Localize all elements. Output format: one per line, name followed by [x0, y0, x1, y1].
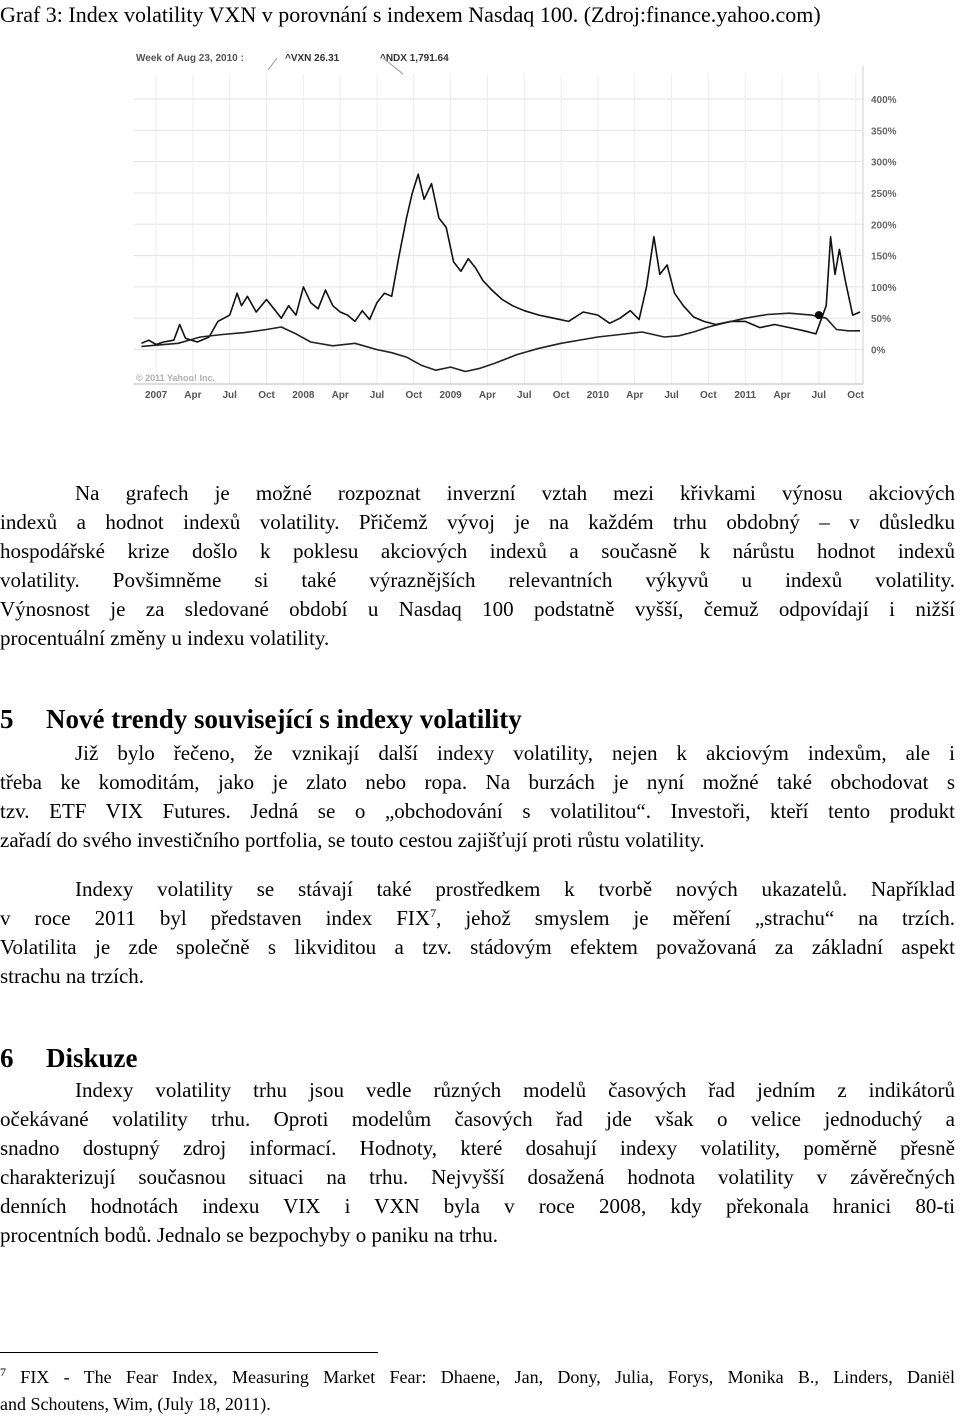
paragraph-intro — [0, 479, 955, 653]
chart-svg — [128, 44, 910, 406]
y-tick-label: 400% — [871, 95, 897, 107]
section-title: Diskuze — [46, 1043, 138, 1073]
x-tick-label: Oct — [258, 390, 275, 401]
figure-caption: Graf 3: Index volatility VXN v porovnání s indexem Nasdaq 100. (Zdroj:finance.yahoo.com) — [0, 2, 821, 27]
text-line: procentních bodů. Jednalo se bezpochyby o paniku na trhu. — [0, 1223, 499, 1247]
x-tick-label: Oct — [847, 390, 864, 401]
text-line: třeba ke komoditám, jako je zlato nebo ropa. Na burzách je nyní možné také obchodovat s — [0, 770, 955, 794]
x-tick-label: Jul — [664, 390, 679, 401]
text-line: denních hodnotách indexu VIX i VXN byla v roce 2008, kdy překonala hranici 80-ti — [0, 1194, 955, 1218]
x-tick-label: Apr — [331, 390, 349, 401]
text-line: očekávané volatility trhu. Oproti modelům časových řad jde však o velice jednoduchý a — [0, 1107, 955, 1131]
x-tick-label: Jul — [222, 390, 237, 401]
text-line: Výnosnost je za sledované období u Nasdaq 100 podstatně vyšší, čemuž odpovídají i nižší — [0, 597, 955, 621]
text-segment: v roce 2011 byl představen index FIX — [0, 906, 431, 930]
x-tick-label: Apr — [626, 390, 644, 401]
x-tick-label: 2011 — [734, 390, 757, 401]
text-line: Na grafech je možné rozpoznat inverzní vztah mezi křivkami výnosu akciových — [75, 481, 955, 505]
x-tick-label: Apr — [184, 390, 202, 401]
x-tick-label: Oct — [700, 390, 717, 401]
y-tick-label: 50% — [871, 314, 892, 326]
chart-copyright: © 2011 Yahoo! Inc. — [136, 373, 216, 383]
text-line: indexů a hodnot indexů volatility. Přičemž vývoj je na každém trhu obdobný – v důsledku — [0, 510, 955, 534]
text-line: tzv. ETF VIX Futures. Jedná se o „obchodování s volatilitou“. Investoři, kteří tento produkt — [0, 799, 955, 823]
text-line — [0, 904, 955, 933]
y-tick-label: 0% — [871, 345, 886, 357]
section-number: 5 — [0, 704, 14, 734]
section-5-paragraph-1 — [0, 739, 955, 855]
x-tick-label: 2007 — [144, 390, 168, 401]
text-line: charakterizují současnou situaci na trhu. Nejvyšší dosažená hodnota volatility v závěrečných — [0, 1165, 955, 1189]
y-tick-label: 200% — [871, 220, 897, 232]
y-tick-label: 350% — [871, 126, 897, 138]
section-6-paragraph — [0, 1076, 955, 1250]
footnote — [0, 1364, 955, 1418]
x-tick-label: 2009 — [439, 390, 462, 401]
legend-ndx: ^NDX 1,791.64 — [380, 53, 449, 64]
series-marker — [815, 311, 823, 319]
footnote-line — [0, 1364, 955, 1391]
y-tick-label: 150% — [871, 251, 897, 263]
x-tick-label: Apr — [478, 390, 497, 401]
text-line: snadno dostupný zdroj informací. Hodnoty, které dosahují indexy volatility, poměrně přesně — [0, 1136, 955, 1160]
text-line: strachu na trzích. — [0, 964, 145, 988]
section-number: 6 — [0, 1043, 14, 1073]
section-6-heading — [0, 1043, 138, 1074]
text-segment: , jehož smyslem je měření „strachu“ na trzích. — [436, 906, 955, 930]
x-tick-label: 2010 — [586, 390, 610, 401]
section-title: Nové trendy související s indexy volatility — [46, 704, 522, 734]
x-tick-label: Jul — [811, 390, 827, 401]
text-line: hospodářské krize došlo k poklesu akciových indexů a současně k nárůstu hodnot indexů — [0, 539, 955, 563]
legend-vxn: ^VXN 26.31 — [285, 53, 340, 64]
footnote-text: FIX - The Fear Index, Measuring Market Fear: Dhaene, Jan, Dony, Julia, Forys, Monika B., Linders, Daniël — [6, 1367, 955, 1387]
text-line: volatility. Povšimněme si také výraznějších relevantních výkyvů u indexů volatility. — [0, 568, 955, 592]
y-tick-label: 100% — [871, 282, 897, 294]
text-line: Již bylo řečeno, že vznikají další indexy volatility, nejen k akciovým indexům, ale i — [75, 741, 955, 765]
x-tick-label: Oct — [552, 390, 570, 401]
x-tick-label: 2008 — [292, 390, 315, 401]
footnote-line: and Schoutens, Wim, (July 18, 2011). — [0, 1394, 271, 1414]
text-line: zařadí do svého investičního portfolia, se touto cestou zajišťují proti růstu volatility. — [0, 828, 705, 852]
x-tick-label: Apr — [773, 390, 791, 401]
section-5-heading — [0, 704, 522, 735]
text-line: Volatilita je zde společně s likviditou a tzv. stádovým efektem považovaná za základní aspekt — [0, 935, 955, 959]
x-tick-label: Jul — [517, 390, 532, 401]
y-tick-label: 300% — [871, 157, 897, 169]
volatility-chart — [128, 44, 910, 406]
chart-week-label: Week of Aug 23, 2010 : — [136, 53, 244, 64]
text-line: Indexy volatility se stávají také prostředkem k tvorbě nových ukazatelů. Například — [75, 877, 955, 901]
section-5-paragraph-2 — [0, 875, 955, 991]
text-line: Indexy volatility trhu jsou vedle různých modelů časových řad jedním z indikátorů — [75, 1078, 955, 1102]
footnote-marker: 7 — [0, 1365, 6, 1379]
x-tick-label: Jul — [369, 390, 385, 401]
footnote-divider — [0, 1352, 378, 1353]
x-tick-label: Oct — [405, 390, 423, 401]
footnote-ref: 7 — [430, 906, 437, 920]
y-tick-label: 250% — [871, 188, 897, 200]
text-line: procentuální změny u indexu volatility. — [0, 626, 330, 650]
